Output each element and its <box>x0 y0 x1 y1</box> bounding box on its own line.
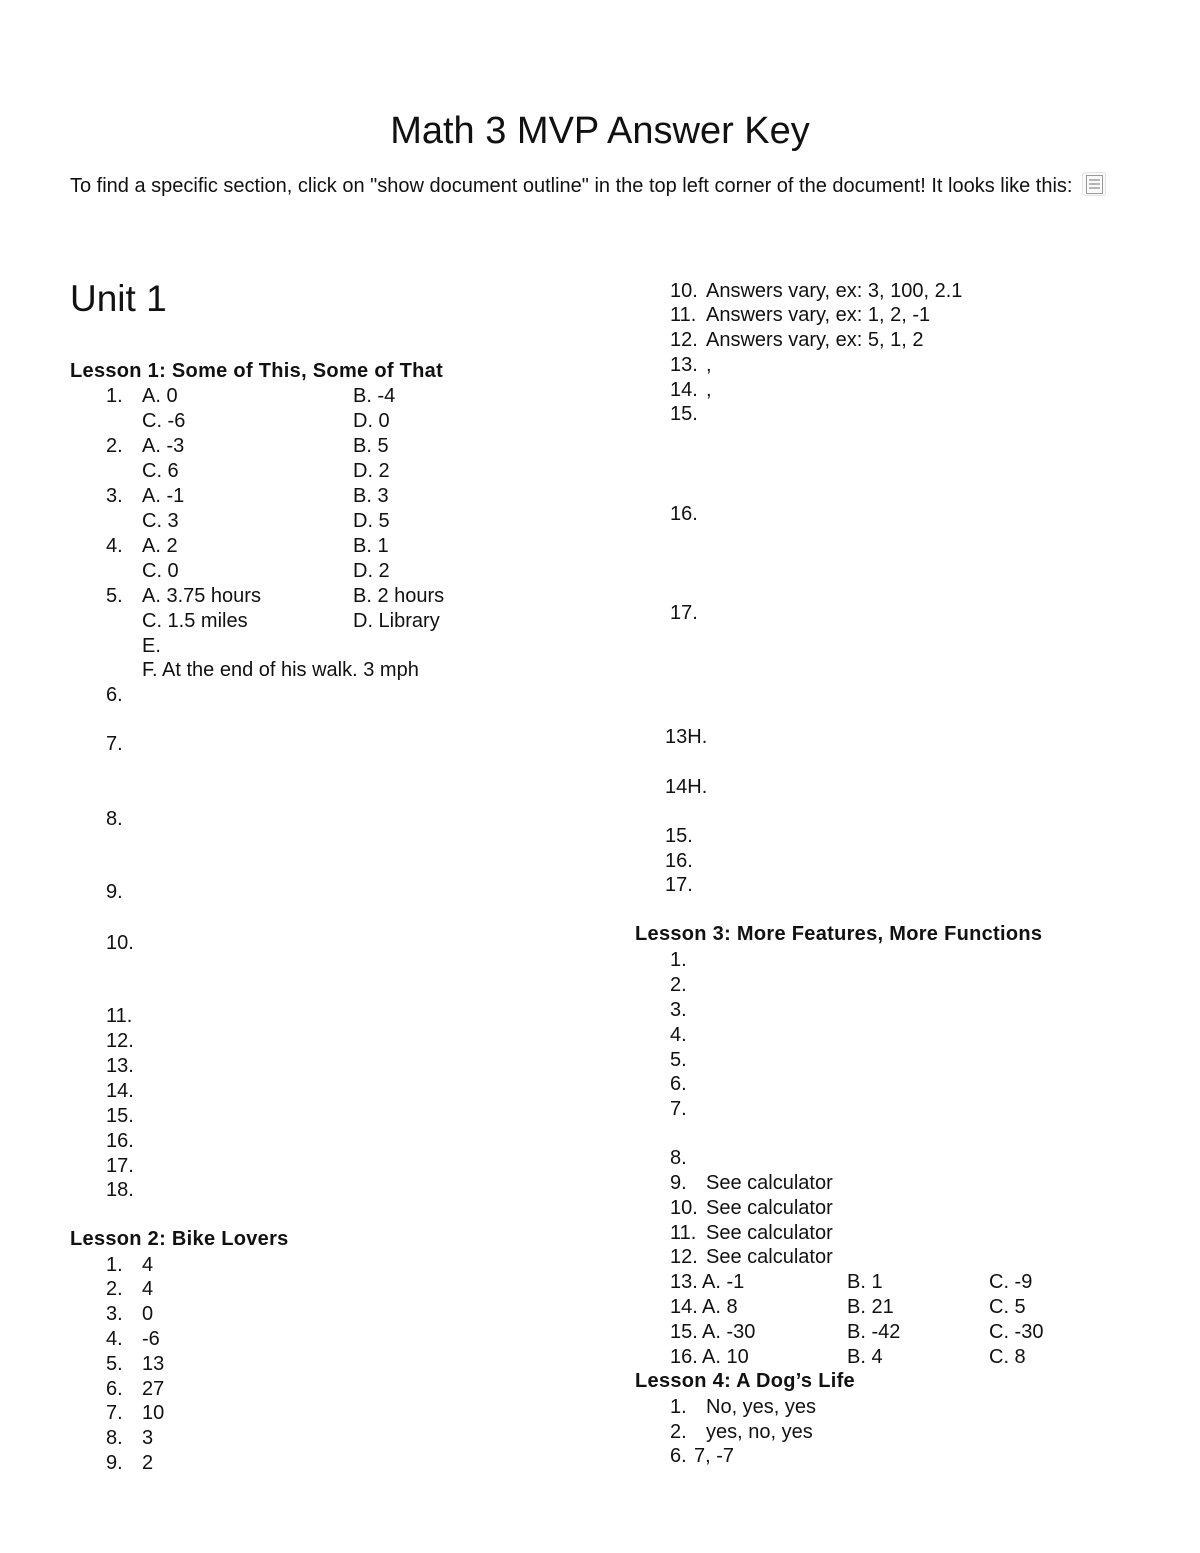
answer-number: 4. <box>670 1024 687 1046</box>
answer-number: 1. <box>670 1396 687 1418</box>
answer-part-a: E. <box>142 635 161 657</box>
answer-part-a: A. 10 <box>702 1346 749 1368</box>
answer-number: 5. <box>106 585 123 607</box>
answer-part-a: 7, -7 <box>694 1445 735 1467</box>
answer-number: 15. <box>665 825 693 847</box>
answer-number: 12. <box>670 329 698 351</box>
answer-number: 2. <box>106 435 123 457</box>
answer-part-b: B. 3 <box>353 485 389 507</box>
document-title: Math 3 MVP Answer Key <box>390 110 810 152</box>
answer-number: 17. <box>665 874 693 896</box>
answer-number: 7. <box>670 1098 687 1120</box>
answer-number: 9. <box>106 1452 123 1474</box>
answer-number: 1. <box>106 1254 123 1276</box>
answer-part-c: C. 5 <box>989 1296 1026 1318</box>
answer-part-a: -6 <box>142 1328 160 1350</box>
answer-part-b: D. 5 <box>353 510 390 532</box>
answer-number: 18. <box>106 1179 134 1201</box>
answer-number: 7. <box>106 1402 123 1424</box>
intro-text: To find a specific section, click on "show document outline" in the top left corner of the document! It looks like this: <box>70 175 1073 197</box>
answer-number: 11. <box>106 1005 133 1027</box>
answer-number: 1. <box>106 385 123 407</box>
answer-number: 9. <box>670 1172 687 1194</box>
answer-number: 15. <box>106 1105 134 1127</box>
answer-number: 3. <box>106 1303 123 1325</box>
answer-number: 11. <box>670 1222 697 1244</box>
answer-part-a: See calculator <box>706 1222 833 1244</box>
answer-part-b: B. -42 <box>847 1321 901 1343</box>
answer-number: 9. <box>106 881 123 903</box>
answer-part-b: B. 1 <box>847 1271 883 1293</box>
answer-part-a: 0 <box>142 1303 154 1325</box>
answer-part-a: , <box>706 354 712 376</box>
answer-number: 8. <box>106 808 123 830</box>
answer-number: 16. <box>106 1130 134 1152</box>
answer-number: 8. <box>106 1427 123 1449</box>
answer-number: 13H. <box>665 726 708 748</box>
answer-number: 2. <box>670 1421 687 1443</box>
answer-part-a: C. 1.5 miles <box>142 610 248 632</box>
answer-number: 13. <box>106 1055 134 1077</box>
answer-part-a: C. -6 <box>142 410 186 432</box>
answer-number: 10. <box>670 1197 698 1219</box>
answer-number: 6. <box>670 1073 687 1095</box>
answer-part-a: 2 <box>142 1452 154 1474</box>
answer-part-a: See calculator <box>706 1197 833 1219</box>
answer-part-a: F. At the end of his walk. 3 mph <box>142 659 419 681</box>
answer-part-a: C. 3 <box>142 510 179 532</box>
answer-part-a: yes, no, yes <box>706 1421 813 1443</box>
answer-part-b: B. 5 <box>353 435 389 457</box>
answer-number: 8. <box>670 1147 687 1169</box>
answer-part-a: , <box>706 379 712 401</box>
answer-number: 17. <box>670 602 698 624</box>
answer-part-a: 4 <box>142 1254 154 1276</box>
answer-part-b: B. 21 <box>847 1296 894 1318</box>
answer-part-a: 3 <box>142 1427 154 1449</box>
answer-number: 5. <box>670 1049 687 1071</box>
answer-number: 13. <box>670 1271 698 1293</box>
answer-number: 12. <box>670 1246 698 1268</box>
answer-number: 6. <box>106 1378 123 1400</box>
answer-number: 15. <box>670 1321 698 1343</box>
answer-number: 14H. <box>665 776 708 798</box>
answer-part-b: D. Library <box>353 610 440 632</box>
answer-number: 5. <box>106 1353 123 1375</box>
answer-number: 3. <box>670 999 687 1021</box>
answer-part-a: A. 3.75 hours <box>142 585 261 607</box>
answer-part-a: Answers vary, ex: 3, 100, 2.1 <box>706 280 963 302</box>
answer-part-a: A. -30 <box>702 1321 756 1343</box>
answer-number: 2. <box>106 1278 123 1300</box>
answer-part-a: A. 0 <box>142 385 178 407</box>
answer-number: 4. <box>106 1328 123 1350</box>
answer-part-a: See calculator <box>706 1172 833 1194</box>
answer-number: 4. <box>106 535 123 557</box>
answer-number: 14. <box>670 379 698 401</box>
answer-number: 12. <box>106 1030 134 1052</box>
answer-part-a: C. 0 <box>142 560 179 582</box>
answer-number: 6. <box>670 1445 687 1467</box>
lesson-1-heading: Lesson 1: Some of This, Some of That <box>70 360 444 382</box>
answer-part-b: D. 2 <box>353 460 390 482</box>
answer-number: 14. <box>106 1080 134 1102</box>
unit-heading: Unit 1 <box>70 278 167 319</box>
answer-number: 13. <box>670 354 698 376</box>
answer-part-a: A. -1 <box>142 485 185 507</box>
answer-part-b: D. 2 <box>353 560 390 582</box>
answer-part-a: No, yes, yes <box>706 1396 817 1418</box>
answer-number: 17. <box>106 1155 134 1177</box>
answer-part-b: B. -4 <box>353 385 396 407</box>
answer-part-c: C. -30 <box>989 1321 1044 1343</box>
answer-part-a: 4 <box>142 1278 154 1300</box>
answer-number: 10. <box>670 280 698 302</box>
answer-part-c: C. 8 <box>989 1346 1026 1368</box>
answer-number: 10. <box>106 932 134 954</box>
answer-part-a: See calculator <box>706 1246 833 1268</box>
answer-part-a: 27 <box>142 1378 165 1400</box>
answer-part-a: C. 6 <box>142 460 179 482</box>
answer-part-b: D. 0 <box>353 410 390 432</box>
answer-part-b: B. 1 <box>353 535 389 557</box>
answer-number: 3. <box>106 485 123 507</box>
answer-number: 6. <box>106 684 123 706</box>
answer-part-a: 10 <box>142 1402 165 1424</box>
answer-number: 15. <box>670 403 698 425</box>
answer-number: 2. <box>670 974 687 996</box>
answer-part-a: 13 <box>142 1353 165 1375</box>
lesson-2-heading: Lesson 2: Bike Lovers <box>70 1228 289 1250</box>
answer-part-a: Answers vary, ex: 5, 1, 2 <box>706 329 924 351</box>
answer-number: 7. <box>106 733 123 755</box>
intro-paragraph <box>70 164 1130 208</box>
answer-number: 14. <box>670 1296 698 1318</box>
answer-part-a: A. -1 <box>702 1271 745 1293</box>
answer-number: 16. <box>670 503 698 525</box>
answer-part-b: B. 4 <box>847 1346 883 1368</box>
answer-number: 16. <box>670 1346 698 1368</box>
answer-number: 11. <box>670 304 697 326</box>
answer-part-a: A. -3 <box>142 435 185 457</box>
answer-part-a: A. 2 <box>142 535 178 557</box>
document-outline-icon <box>1082 172 1106 196</box>
answer-part-b: B. 2 hours <box>353 585 445 607</box>
lesson-4-heading: Lesson 4: A Dog’s Life <box>635 1370 855 1392</box>
answer-number: 16. <box>665 850 693 872</box>
answer-part-a: A. 8 <box>702 1296 738 1318</box>
answer-part-c: C. -9 <box>989 1271 1033 1293</box>
answer-part-a: Answers vary, ex: 1, 2, -1 <box>706 304 931 326</box>
answer-number: 1. <box>670 949 687 971</box>
lesson-3-heading: Lesson 3: More Features, More Functions <box>635 923 1043 945</box>
